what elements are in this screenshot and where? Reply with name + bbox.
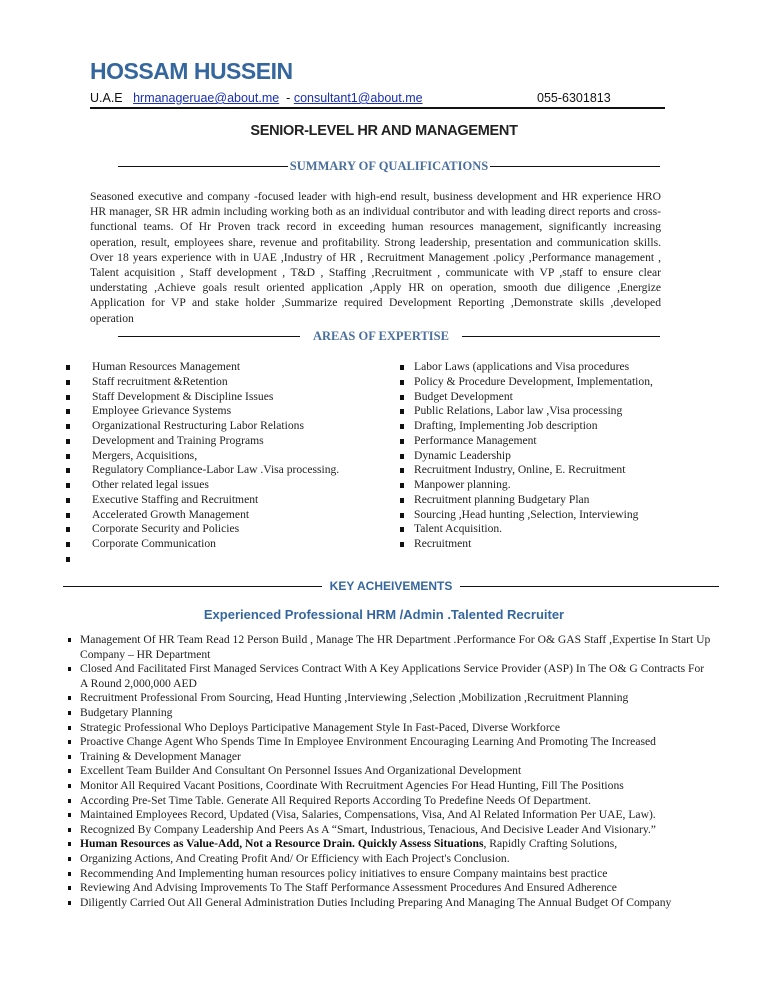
divider xyxy=(118,336,300,337)
achievement-text: Management Of HR Team Read 12 Person Build , Manage The HR Department .Performance For O& GAS Staff ,Expertise In Start Up Company – HR Department xyxy=(80,633,711,661)
achievement-text: Recommending And Implementing human resources policy initiatives to ensure Company maintains best practice xyxy=(80,866,608,880)
achievement-text: Strategic Professional Who Deploys Participative Management Style In Fast-Paced, Diverse Workforce xyxy=(80,720,560,734)
expertise-item: Staff recruitment &Retention xyxy=(66,375,339,390)
achievement-item xyxy=(66,633,711,662)
contact-line xyxy=(90,91,665,105)
achievement-text: Excellent Team Builder And Consultant On Personnel Issues And Organizational Development xyxy=(80,764,522,778)
divider xyxy=(63,586,322,587)
separator: - xyxy=(286,91,291,105)
expertise-item: Corporate Communication xyxy=(66,537,339,552)
divider xyxy=(462,336,660,337)
achievement-item xyxy=(66,735,711,750)
expertise-item: Budget Development xyxy=(400,390,653,405)
achievement-item xyxy=(66,691,711,706)
achievement-item xyxy=(66,881,711,896)
divider xyxy=(118,166,288,167)
expertise-item: Other related legal issues xyxy=(66,478,339,493)
achievement-item xyxy=(66,764,711,779)
expertise-item: Corporate Security and Policies xyxy=(66,522,339,537)
resume-title: SENIOR-LEVEL HR AND MANAGEMENT xyxy=(250,123,518,139)
expertise-left-list xyxy=(66,360,339,567)
expertise-item: Executive Staffing and Recruitment xyxy=(66,493,339,508)
expertise-item xyxy=(66,552,339,567)
achievement-text: Maintained Employees Record, Updated (Visa, Salaries, Compensations, Visa, And Al Related Information Per UAE, Law). xyxy=(80,808,656,822)
achievements-subheading: Experienced Professional HRM /Admin .Talented Recruiter xyxy=(203,607,565,622)
achievement-text: Closed And Facilitated First Managed Services Contract With A Key Applications Service Provider (ASP) In The O& G Contracts For A Round 2,000,000 AED xyxy=(80,662,705,690)
location: U.A.E xyxy=(90,91,123,105)
expertise-item: Sourcing ,Head hunting ,Selection, Interviewing xyxy=(400,508,653,523)
achievement-item xyxy=(66,750,711,765)
expertise-item: Dynamic Leadership xyxy=(400,449,653,464)
achievement-text: Reviewing And Advising Improvements To The Staff Performance Assessment Procedures And Ensured Adherence xyxy=(80,881,617,895)
achievements-list xyxy=(66,633,711,910)
achievement-text: Recruitment Professional From Sourcing, Head Hunting ,Interviewing ,Selection ,Mobilization ,Recruitment Planning xyxy=(80,691,629,705)
achievement-bold-text: Human Resources as Value-Add, Not a Resource Drain. Quickly Assess Situations xyxy=(80,837,484,851)
expertise-item: Staff Development & Discipline Issues xyxy=(66,390,339,405)
expertise-item: Employee Grievance Systems xyxy=(66,404,339,419)
summary-heading-text: SUMMARY OF QUALIFICATIONS xyxy=(289,159,489,173)
achievement-item xyxy=(66,852,711,867)
expertise-heading xyxy=(118,329,660,344)
header-divider xyxy=(90,107,665,109)
achievement-text: Recognized By Company Leadership And Peers As A “Smart, Industrious, Tenacious, And Decisive Leader And Visionary.” xyxy=(80,822,656,836)
expertise-item: Organizational Restructuring Labor Relations xyxy=(66,419,339,434)
email-link-2[interactable]: consultant1@about.me xyxy=(293,91,423,105)
expertise-item: Talent Acquisition. xyxy=(400,522,653,537)
expertise-right-list xyxy=(400,360,653,552)
achievement-text: Budgetary Planning xyxy=(80,705,173,719)
divider xyxy=(460,586,719,587)
achievement-text: Monitor All Required Vacant Positions, Coordinate With Recruitment Agencies For Head Hunting, Fill The Positions xyxy=(80,778,624,792)
expertise-item: Mergers, Acquisitions, xyxy=(66,449,339,464)
candidate-name: HOSSAM HUSSEIN xyxy=(90,58,293,84)
achievement-item xyxy=(66,779,711,794)
divider xyxy=(490,166,660,167)
achievement-item xyxy=(66,823,711,838)
expertise-item: Policy & Procedure Development, Implementation, xyxy=(400,375,653,390)
achievements-heading xyxy=(63,579,719,593)
expertise-item: Drafting, Implementing Job description xyxy=(400,419,653,434)
achievement-text: Proactive Change Agent Who Spends Time In Employee Environment Encouraging Learning And Promoting The Increased xyxy=(80,735,656,749)
phone-number: 055-6301813 xyxy=(537,91,611,105)
expertise-item: Performance Management xyxy=(400,434,653,449)
expertise-item: Development and Training Programs xyxy=(66,434,339,449)
achievement-item xyxy=(66,896,711,911)
expertise-heading-text: AREAS OF EXPERTISE xyxy=(313,329,449,343)
summary-heading xyxy=(118,159,660,174)
expertise-item: Manpower planning. xyxy=(400,478,653,493)
achievement-text: Diligently Carried Out All General Administration Duties Including Preparing And Managing The Annual Budget Of Company xyxy=(80,895,672,909)
expertise-item: Public Relations, Labor law ,Visa processing xyxy=(400,404,653,419)
achievement-item xyxy=(66,867,711,882)
achievement-text: According Pre-Set Time Table. Generate All Required Reports According To Predefine Needs Of Department. xyxy=(80,793,591,807)
summary-paragraph: Seasoned executive and company -focused leader with high-end result, business development and HR experience HRO HR manager, SR HR admin including working both as an individual contributor and with leading direct reports and cross-functional teams. Of Hr Proven track record in exceeding human resources management, significantly increasing operation, result, employees share, revenue and profitability. Strong leadership, presentation and communication skills. Over 18 years experience with in UAE ,Industry of HR , Recruitment Management .policy ,Performance management , Talent acquisition , Staff development , T&D , Staffing ,Recruitment , communicate with VP ,staff to ensure clear understating ,Achieve goals result oriented application ,Apply HR on operation, smooth due diligence ,Energize Application for VP and stake holder ,Summarize required Development Reporting ,Demonstrate skills ,developed operation xyxy=(90,190,661,325)
email-link-1[interactable]: hrmanageruae@about.me xyxy=(133,91,280,105)
achievement-item xyxy=(66,706,711,721)
achievement-item xyxy=(66,837,711,852)
expertise-item: Recruitment planning Budgetary Plan xyxy=(400,493,653,508)
achievement-text: , Rapidly Crafting Solutions, xyxy=(483,837,618,851)
achievement-item xyxy=(66,808,711,823)
expertise-item: Accelerated Growth Management xyxy=(66,508,339,523)
achievement-item xyxy=(66,721,711,736)
expertise-item: Human Resources Management xyxy=(66,360,339,375)
achievement-text: Training & Development Manager xyxy=(80,749,241,763)
expertise-item: Recruitment xyxy=(400,537,653,552)
achievement-text: Organizing Actions, And Creating Profit And/ Or Efficiency with Each Project's Conclusion. xyxy=(80,851,510,865)
achievement-item xyxy=(66,794,711,809)
achievement-item xyxy=(66,662,711,691)
expertise-item: Regulatory Compliance-Labor Law .Visa processing. xyxy=(66,463,339,478)
expertise-item: Labor Laws (applications and Visa procedures xyxy=(400,360,653,375)
expertise-item: Recruitment Industry, Online, E. Recruitment xyxy=(400,463,653,478)
achievements-heading-text: KEY ACHEIVEMENTS xyxy=(329,579,453,593)
